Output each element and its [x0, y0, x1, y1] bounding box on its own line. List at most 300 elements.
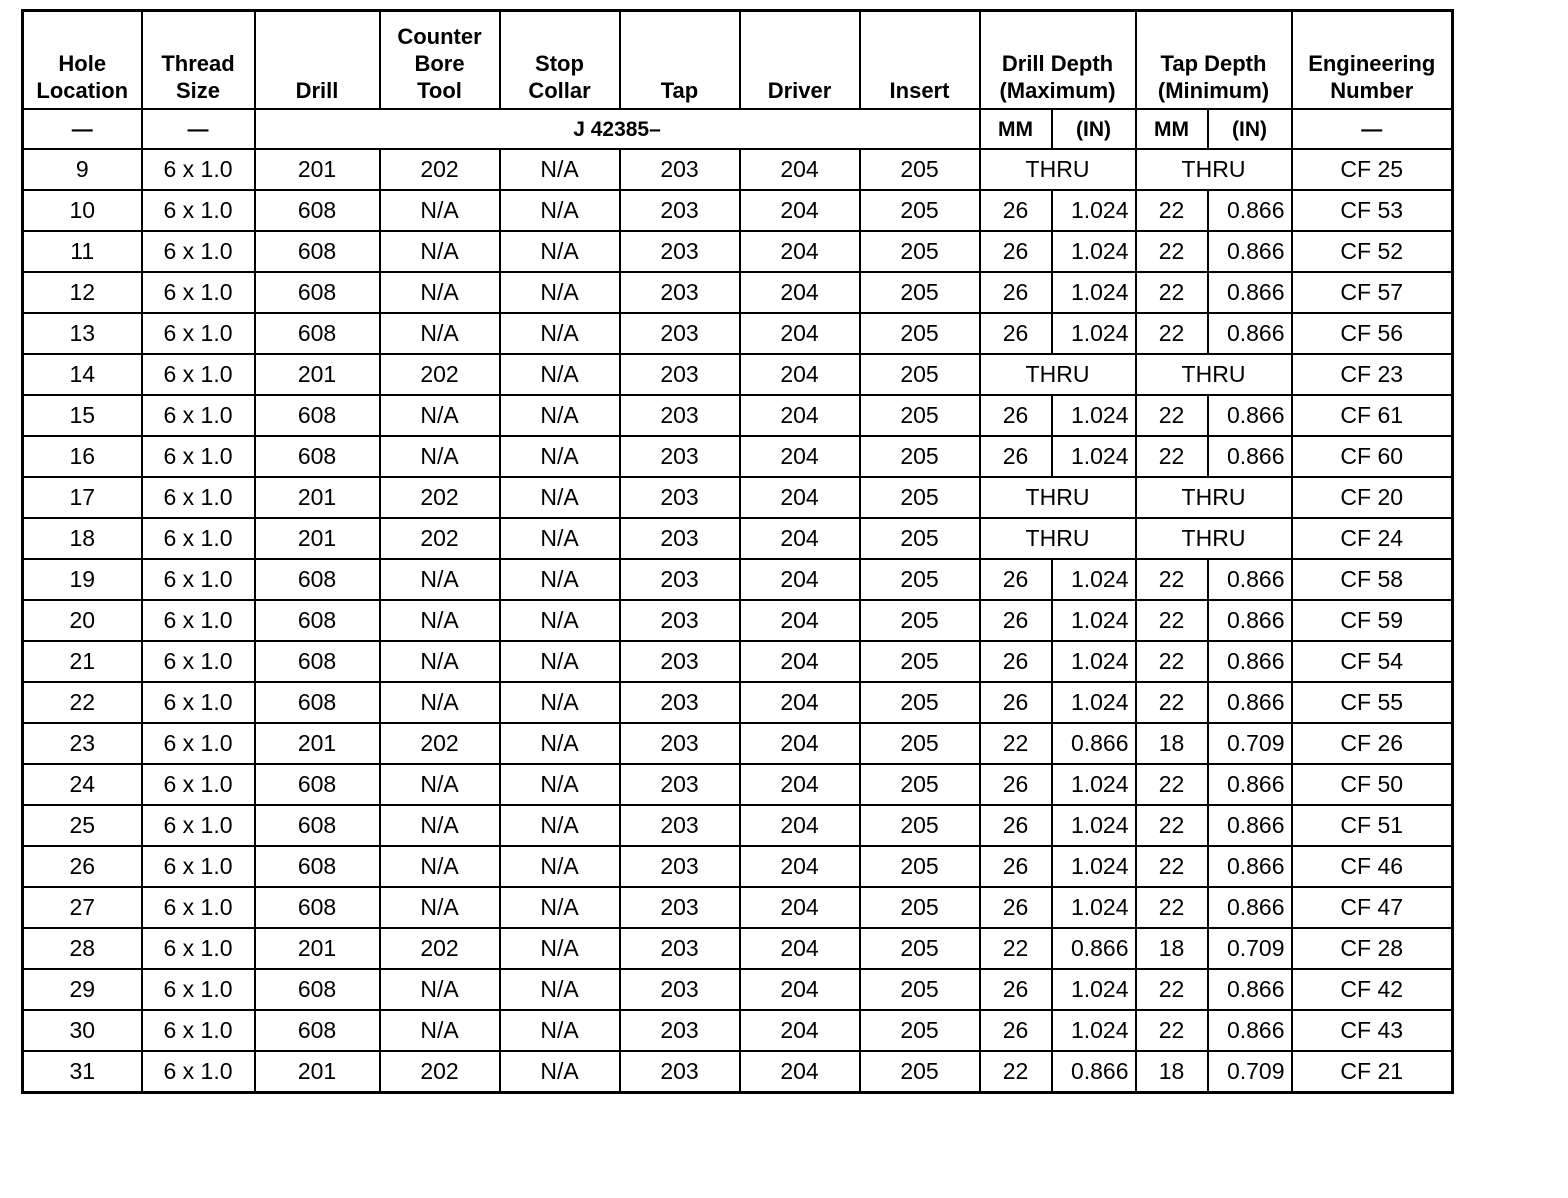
cell-tap: 203 [620, 682, 740, 723]
table-row [23, 928, 1453, 969]
cell-stop-collar: N/A [500, 272, 620, 313]
cell-driver: 204 [740, 600, 860, 641]
cell-engineering-number: CF 24 [1292, 518, 1453, 559]
cell-counter-bore-tool: N/A [380, 559, 500, 600]
cell-engineering-number: CF 20 [1292, 477, 1453, 518]
cell-tap: 203 [620, 928, 740, 969]
cell-tap-depth-in: 0.866 [1208, 600, 1292, 641]
cell-insert: 205 [860, 190, 980, 231]
cell-driver: 204 [740, 395, 860, 436]
cell-driver: 204 [740, 149, 860, 190]
cell-counter-bore-tool: 202 [380, 928, 500, 969]
cell-engineering-number: CF 43 [1292, 1010, 1453, 1051]
cell-insert: 205 [860, 805, 980, 846]
cell-thread-size: 6 x 1.0 [142, 1051, 255, 1093]
cell-drill-depth-mm: 26 [980, 190, 1052, 231]
cell-hole-location: 24 [23, 764, 142, 805]
cell-tap-depth-mm: 22 [1136, 190, 1208, 231]
cell-drill-depth-mm: 22 [980, 723, 1052, 764]
cell-counter-bore-tool: 202 [380, 477, 500, 518]
header-driver [740, 11, 860, 110]
header-engineering-number [1292, 11, 1453, 110]
header-tap-depth [1136, 11, 1292, 110]
cell-tap-depth-in: 0.866 [1208, 641, 1292, 682]
cell-drill-depth-in: 1.024 [1052, 436, 1136, 477]
cell-tap-depth-thru: THRU [1136, 149, 1292, 190]
cell-engineering-number: CF 54 [1292, 641, 1453, 682]
cell-tap: 203 [620, 846, 740, 887]
cell-insert: 205 [860, 272, 980, 313]
cell-drill-depth-in: 1.024 [1052, 1010, 1136, 1051]
cell-engineering-number: CF 50 [1292, 764, 1453, 805]
cell-drill: 201 [255, 518, 380, 559]
cell-stop-collar: N/A [500, 149, 620, 190]
cell-drill-depth-mm: 26 [980, 764, 1052, 805]
cell-tap-depth-mm: 22 [1136, 395, 1208, 436]
cell-hole-location: 30 [23, 1010, 142, 1051]
cell-driver: 204 [740, 805, 860, 846]
cell-tap-depth-in: 0.709 [1208, 723, 1292, 764]
cell-driver: 204 [740, 846, 860, 887]
cell-hole-location: 13 [23, 313, 142, 354]
cell-drill: 608 [255, 600, 380, 641]
cell-counter-bore-tool: N/A [380, 682, 500, 723]
cell-engineering-number: CF 46 [1292, 846, 1453, 887]
header-line: Drill Depth [1001, 51, 1114, 76]
cell-drill-depth-in: 1.024 [1052, 969, 1136, 1010]
cell-thread-size: 6 x 1.0 [142, 682, 255, 723]
cell-drill-depth-mm: 26 [980, 313, 1052, 354]
cell-insert: 205 [860, 436, 980, 477]
table-row [23, 149, 1453, 190]
cell-tap-depth-in: 0.866 [1208, 395, 1292, 436]
cell-drill-depth-in: 1.024 [1052, 272, 1136, 313]
cell-drill-depth-mm: 22 [980, 1051, 1052, 1093]
subheader-tap-mm: MM [1136, 109, 1208, 149]
header-line: Location [36, 78, 129, 103]
subheader-drill-in: (IN) [1052, 109, 1136, 149]
cell-drill: 608 [255, 272, 380, 313]
table-row [23, 641, 1453, 682]
cell-drill: 608 [255, 395, 380, 436]
cell-driver: 204 [740, 682, 860, 723]
cell-drill-depth-mm: 26 [980, 846, 1052, 887]
cell-driver: 204 [740, 190, 860, 231]
cell-engineering-number: CF 51 [1292, 805, 1453, 846]
cell-drill: 201 [255, 723, 380, 764]
cell-tap: 203 [620, 518, 740, 559]
table-body [23, 149, 1453, 1093]
cell-thread-size: 6 x 1.0 [142, 518, 255, 559]
table-row [23, 1010, 1453, 1051]
cell-insert: 205 [860, 231, 980, 272]
cell-tap-depth-in: 0.709 [1208, 1051, 1292, 1093]
cell-stop-collar: N/A [500, 682, 620, 723]
cell-tap-depth-thru: THRU [1136, 518, 1292, 559]
cell-engineering-number: CF 58 [1292, 559, 1453, 600]
cell-tap-depth-mm: 22 [1136, 641, 1208, 682]
cell-thread-size: 6 x 1.0 [142, 559, 255, 600]
table-row [23, 969, 1453, 1010]
cell-tap-depth-in: 0.866 [1208, 231, 1292, 272]
cell-drill-depth-in: 1.024 [1052, 395, 1136, 436]
cell-tap: 203 [620, 190, 740, 231]
cell-tap: 203 [620, 887, 740, 928]
cell-tap-depth-mm: 22 [1136, 231, 1208, 272]
cell-engineering-number: CF 57 [1292, 272, 1453, 313]
cell-insert: 205 [860, 723, 980, 764]
cell-counter-bore-tool: N/A [380, 190, 500, 231]
cell-insert: 205 [860, 928, 980, 969]
cell-drill-depth-in: 1.024 [1052, 764, 1136, 805]
header-drill [255, 11, 380, 110]
cell-tap-depth-mm: 18 [1136, 928, 1208, 969]
cell-driver: 204 [740, 1051, 860, 1093]
header-line: (Maximum) [999, 78, 1116, 103]
header-line: Driver [767, 78, 832, 103]
table-row [23, 805, 1453, 846]
header-drill-depth [980, 11, 1136, 110]
cell-driver: 204 [740, 354, 860, 395]
cell-tap: 203 [620, 313, 740, 354]
cell-tap: 203 [620, 395, 740, 436]
cell-counter-bore-tool: 202 [380, 518, 500, 559]
cell-tap-depth-mm: 22 [1136, 764, 1208, 805]
cell-engineering-number: CF 28 [1292, 928, 1453, 969]
cell-engineering-number: CF 21 [1292, 1051, 1453, 1093]
cell-tap: 203 [620, 641, 740, 682]
table-row [23, 518, 1453, 559]
cell-tap: 203 [620, 969, 740, 1010]
cell-tap: 203 [620, 477, 740, 518]
cell-driver: 204 [740, 641, 860, 682]
cell-tap-depth-mm: 22 [1136, 887, 1208, 928]
cell-drill-depth-mm: 26 [980, 641, 1052, 682]
cell-hole-location: 21 [23, 641, 142, 682]
cell-stop-collar: N/A [500, 641, 620, 682]
cell-hole-location: 29 [23, 969, 142, 1010]
cell-tap-depth-in: 0.709 [1208, 928, 1292, 969]
cell-drill: 608 [255, 764, 380, 805]
cell-thread-size: 6 x 1.0 [142, 1010, 255, 1051]
header-line: Stop [535, 51, 584, 76]
cell-tap-depth-mm: 22 [1136, 1010, 1208, 1051]
table-row [23, 887, 1453, 928]
cell-stop-collar: N/A [500, 846, 620, 887]
cell-tap-depth-thru: THRU [1136, 354, 1292, 395]
cell-drill: 608 [255, 641, 380, 682]
cell-engineering-number: CF 56 [1292, 313, 1453, 354]
cell-tap-depth-mm: 22 [1136, 559, 1208, 600]
cell-counter-bore-tool: 202 [380, 149, 500, 190]
cell-drill-depth-in: 1.024 [1052, 231, 1136, 272]
cell-thread-size: 6 x 1.0 [142, 231, 255, 272]
table-row [23, 477, 1453, 518]
cell-tap-depth-in: 0.866 [1208, 559, 1292, 600]
cell-drill-depth-mm: 26 [980, 231, 1052, 272]
cell-drill-depth-in: 1.024 [1052, 559, 1136, 600]
cell-drill-depth-mm: 26 [980, 600, 1052, 641]
cell-thread-size: 6 x 1.0 [142, 887, 255, 928]
cell-insert: 205 [860, 1051, 980, 1093]
cell-drill-depth-mm: 26 [980, 1010, 1052, 1051]
cell-hole-location: 11 [23, 231, 142, 272]
cell-drill: 608 [255, 190, 380, 231]
cell-tap: 203 [620, 272, 740, 313]
cell-insert: 205 [860, 764, 980, 805]
header-line: Insert [889, 78, 950, 103]
cell-driver: 204 [740, 887, 860, 928]
cell-engineering-number: CF 59 [1292, 600, 1453, 641]
cell-engineering-number: CF 23 [1292, 354, 1453, 395]
table-row [23, 559, 1453, 600]
cell-tap: 203 [620, 231, 740, 272]
cell-hole-location: 15 [23, 395, 142, 436]
unit-subheader-row [23, 109, 1453, 149]
cell-counter-bore-tool: N/A [380, 641, 500, 682]
cell-engineering-number: CF 25 [1292, 149, 1453, 190]
table-row [23, 764, 1453, 805]
cell-tap: 203 [620, 600, 740, 641]
cell-tap: 203 [620, 1051, 740, 1093]
cell-thread-size: 6 x 1.0 [142, 272, 255, 313]
cell-counter-bore-tool: N/A [380, 313, 500, 354]
table-row [23, 436, 1453, 477]
header-line: Drill [295, 78, 339, 103]
cell-driver: 204 [740, 231, 860, 272]
cell-hole-location: 19 [23, 559, 142, 600]
cell-insert: 205 [860, 313, 980, 354]
cell-driver: 204 [740, 723, 860, 764]
cell-thread-size: 6 x 1.0 [142, 149, 255, 190]
cell-stop-collar: N/A [500, 436, 620, 477]
cell-drill: 608 [255, 805, 380, 846]
cell-drill: 608 [255, 559, 380, 600]
cell-counter-bore-tool: N/A [380, 600, 500, 641]
cell-thread-size: 6 x 1.0 [142, 313, 255, 354]
cell-stop-collar: N/A [500, 313, 620, 354]
column-header-row [23, 11, 1453, 110]
cell-engineering-number: CF 47 [1292, 887, 1453, 928]
cell-counter-bore-tool: N/A [380, 1010, 500, 1051]
cell-drill-depth-mm: 26 [980, 559, 1052, 600]
cell-drill-depth-thru: THRU [980, 518, 1136, 559]
cell-stop-collar: N/A [500, 969, 620, 1010]
cell-hole-location: 14 [23, 354, 142, 395]
cell-tap-depth-mm: 22 [1136, 969, 1208, 1010]
cell-tap-depth-mm: 22 [1136, 846, 1208, 887]
cell-tap-depth-in: 0.866 [1208, 805, 1292, 846]
cell-tap-depth-mm: 18 [1136, 723, 1208, 764]
cell-insert: 205 [860, 887, 980, 928]
cell-stop-collar: N/A [500, 190, 620, 231]
cell-stop-collar: N/A [500, 723, 620, 764]
table-row [23, 354, 1453, 395]
header-tap [620, 11, 740, 110]
cell-tap-depth-mm: 22 [1136, 682, 1208, 723]
subheader-eng-dash: — [1292, 109, 1453, 149]
cell-tap-depth-in: 0.866 [1208, 846, 1292, 887]
cell-drill-depth-mm: 22 [980, 928, 1052, 969]
cell-tap: 203 [620, 436, 740, 477]
subheader-thread-dash: — [142, 109, 255, 149]
cell-stop-collar: N/A [500, 354, 620, 395]
cell-thread-size: 6 x 1.0 [142, 764, 255, 805]
cell-stop-collar: N/A [500, 764, 620, 805]
table-row [23, 723, 1453, 764]
cell-hole-location: 26 [23, 846, 142, 887]
header-thread-size [142, 11, 255, 110]
cell-drill-depth-in: 1.024 [1052, 805, 1136, 846]
cell-hole-location: 25 [23, 805, 142, 846]
cell-hole-location: 12 [23, 272, 142, 313]
cell-drill-depth-mm: 26 [980, 395, 1052, 436]
cell-stop-collar: N/A [500, 231, 620, 272]
cell-tap: 203 [620, 354, 740, 395]
cell-counter-bore-tool: N/A [380, 805, 500, 846]
subheader-tap-in: (IN) [1208, 109, 1292, 149]
cell-tap-depth-mm: 22 [1136, 805, 1208, 846]
header-insert [860, 11, 980, 110]
cell-engineering-number: CF 55 [1292, 682, 1453, 723]
cell-hole-location: 28 [23, 928, 142, 969]
header-line: (Minimum) [1157, 78, 1270, 103]
cell-drill: 201 [255, 149, 380, 190]
cell-counter-bore-tool: N/A [380, 887, 500, 928]
cell-drill-depth-in: 1.024 [1052, 190, 1136, 231]
table-row [23, 231, 1453, 272]
cell-stop-collar: N/A [500, 559, 620, 600]
cell-drill-depth-mm: 26 [980, 682, 1052, 723]
cell-counter-bore-tool: N/A [380, 846, 500, 887]
cell-tap-depth-in: 0.866 [1208, 764, 1292, 805]
cell-tap: 203 [620, 805, 740, 846]
cell-hole-location: 20 [23, 600, 142, 641]
cell-tap: 203 [620, 723, 740, 764]
header-line: Bore [414, 51, 465, 76]
cell-tap-depth-mm: 22 [1136, 313, 1208, 354]
cell-stop-collar: N/A [500, 1051, 620, 1093]
cell-stop-collar: N/A [500, 805, 620, 846]
cell-drill-depth-in: 1.024 [1052, 313, 1136, 354]
cell-tap-depth-mm: 18 [1136, 1051, 1208, 1093]
cell-insert: 205 [860, 477, 980, 518]
header-hole-location [23, 11, 142, 110]
cell-drill: 608 [255, 846, 380, 887]
table-row [23, 846, 1453, 887]
cell-hole-location: 17 [23, 477, 142, 518]
cell-thread-size: 6 x 1.0 [142, 846, 255, 887]
cell-thread-size: 6 x 1.0 [142, 928, 255, 969]
cell-insert: 205 [860, 354, 980, 395]
cell-drill-depth-thru: THRU [980, 477, 1136, 518]
cell-stop-collar: N/A [500, 887, 620, 928]
cell-thread-size: 6 x 1.0 [142, 600, 255, 641]
cell-insert: 205 [860, 518, 980, 559]
cell-drill-depth-in: 1.024 [1052, 641, 1136, 682]
cell-drill-depth-mm: 26 [980, 436, 1052, 477]
cell-drill: 608 [255, 1010, 380, 1051]
cell-tap-depth-mm: 22 [1136, 272, 1208, 313]
cell-driver: 204 [740, 477, 860, 518]
header-line: Tap Depth [1160, 51, 1267, 76]
cell-hole-location: 18 [23, 518, 142, 559]
header-line: Collar [528, 78, 591, 103]
cell-driver: 204 [740, 1010, 860, 1051]
cell-insert: 205 [860, 1010, 980, 1051]
cell-hole-location: 16 [23, 436, 142, 477]
cell-drill-depth-mm: 26 [980, 272, 1052, 313]
cell-tap-depth-in: 0.866 [1208, 272, 1292, 313]
cell-tap-depth-in: 0.866 [1208, 969, 1292, 1010]
header-stop-collar [500, 11, 620, 110]
cell-counter-bore-tool: N/A [380, 436, 500, 477]
cell-tap-depth-thru: THRU [1136, 477, 1292, 518]
cell-counter-bore-tool: 202 [380, 354, 500, 395]
table-row [23, 272, 1453, 313]
cell-drill-depth-in: 1.024 [1052, 600, 1136, 641]
header-counter-bore-tool [380, 11, 500, 110]
cell-thread-size: 6 x 1.0 [142, 190, 255, 231]
cell-hole-location: 31 [23, 1051, 142, 1093]
header-line: Tap [660, 78, 699, 103]
cell-insert: 205 [860, 559, 980, 600]
cell-tap-depth-in: 0.866 [1208, 682, 1292, 723]
cell-insert: 205 [860, 600, 980, 641]
cell-tap-depth-in: 0.866 [1208, 887, 1292, 928]
cell-drill-depth-in: 1.024 [1052, 846, 1136, 887]
header-line: Counter [397, 24, 482, 49]
cell-thread-size: 6 x 1.0 [142, 805, 255, 846]
cell-drill-depth-in: 1.024 [1052, 682, 1136, 723]
table-row [23, 313, 1453, 354]
cell-drill: 608 [255, 436, 380, 477]
header-line: Hole [58, 51, 107, 76]
cell-thread-size: 6 x 1.0 [142, 641, 255, 682]
header-line: Number [1330, 78, 1414, 103]
cell-counter-bore-tool: 202 [380, 1051, 500, 1093]
cell-hole-location: 23 [23, 723, 142, 764]
cell-driver: 204 [740, 764, 860, 805]
cell-drill: 201 [255, 477, 380, 518]
cell-thread-size: 6 x 1.0 [142, 477, 255, 518]
cell-drill: 608 [255, 313, 380, 354]
tool-chart-table [21, 9, 1454, 1094]
table-row [23, 600, 1453, 641]
cell-tap: 203 [620, 764, 740, 805]
cell-drill-depth-in: 0.866 [1052, 723, 1136, 764]
cell-drill-depth-in: 1.024 [1052, 887, 1136, 928]
cell-stop-collar: N/A [500, 477, 620, 518]
subheader-hole-dash: — [23, 109, 142, 149]
subheader-tool-prefix: J 42385– [255, 109, 980, 149]
header-line: Tool [417, 78, 462, 103]
cell-counter-bore-tool: N/A [380, 231, 500, 272]
table-row [23, 395, 1453, 436]
cell-counter-bore-tool: N/A [380, 969, 500, 1010]
cell-tap-depth-in: 0.866 [1208, 190, 1292, 231]
cell-tap: 203 [620, 1010, 740, 1051]
cell-driver: 204 [740, 969, 860, 1010]
cell-engineering-number: CF 60 [1292, 436, 1453, 477]
cell-stop-collar: N/A [500, 1010, 620, 1051]
cell-drill-depth-thru: THRU [980, 149, 1136, 190]
cell-drill: 201 [255, 354, 380, 395]
cell-engineering-number: CF 52 [1292, 231, 1453, 272]
header-line: Engineering [1308, 51, 1436, 76]
cell-hole-location: 27 [23, 887, 142, 928]
cell-insert: 205 [860, 641, 980, 682]
